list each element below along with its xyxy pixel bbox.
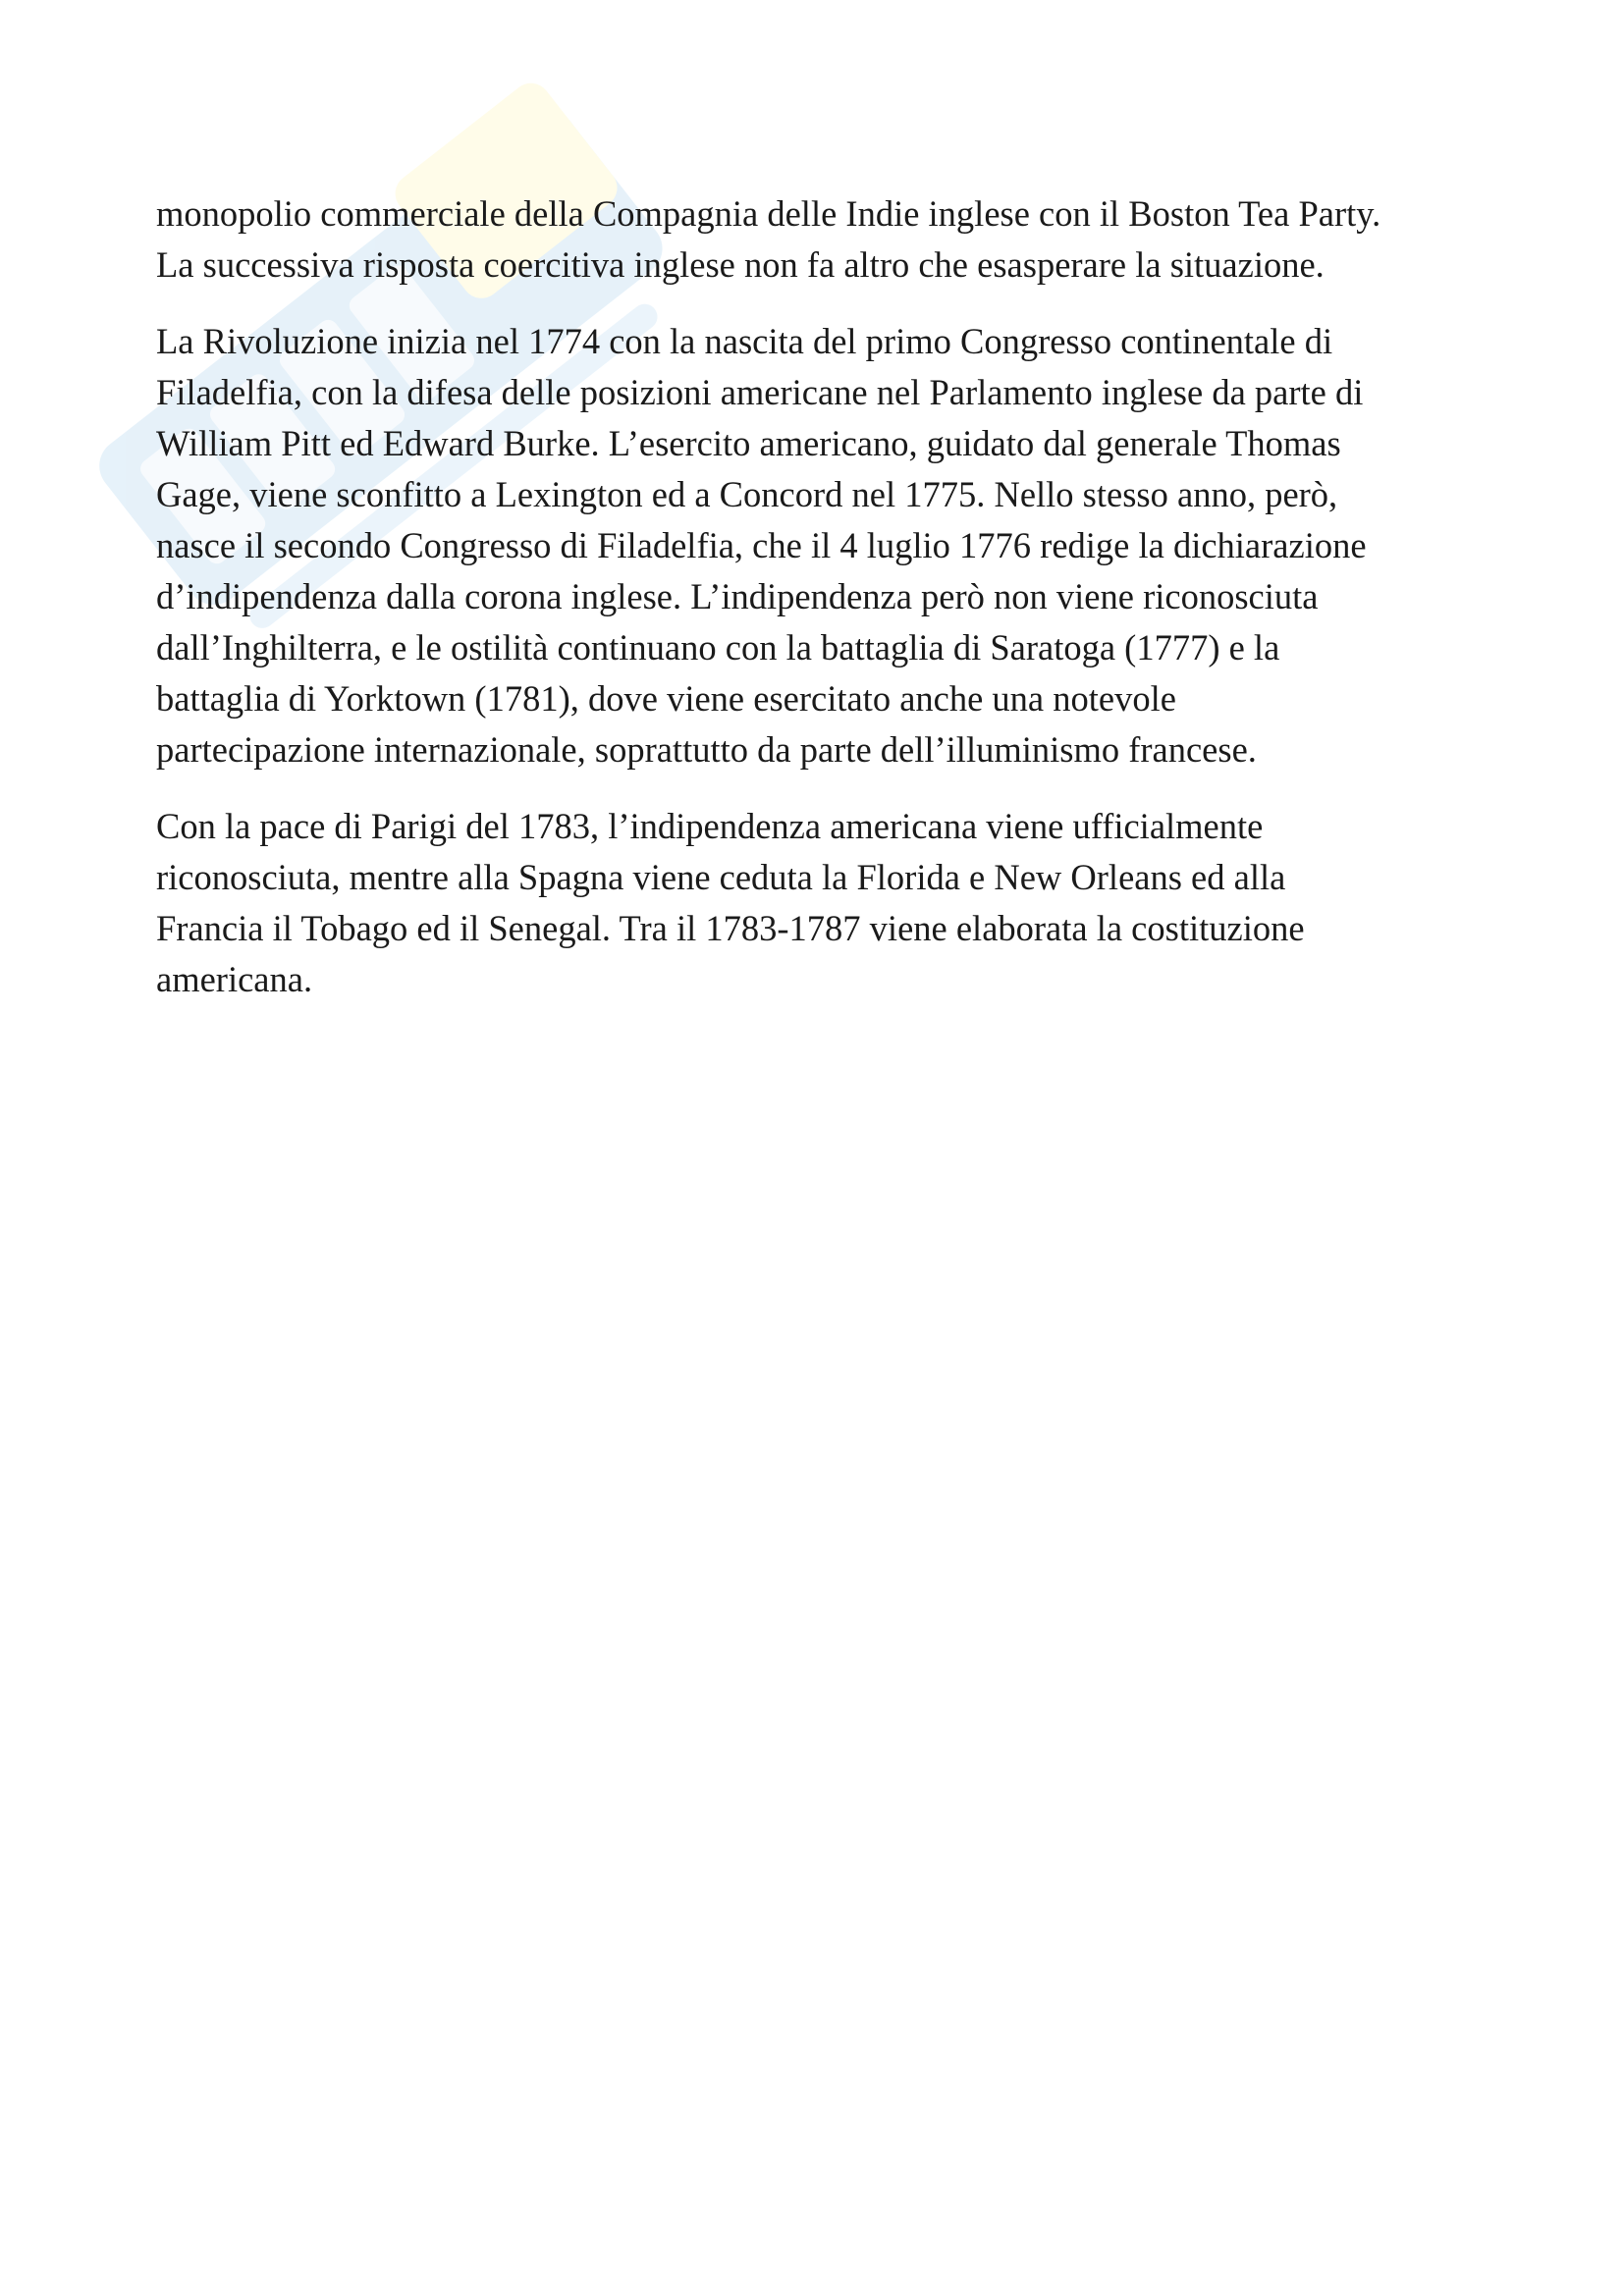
text-line: d’indipendenza dalla corona inglese. L’indipendenza però non viene riconosciuta (156, 576, 1319, 616)
paragraph (156, 316, 1472, 775)
text-line: americana. (156, 959, 313, 999)
text-line: Con la pace di Parigi del 1783, l’indipendenza americana viene ufficialmente (156, 806, 1264, 846)
text-line: La successiva risposta coercitiva inglese non fa altro che esasperare la situazione. (156, 244, 1325, 285)
text-line: William Pitt ed Edward Burke. L’esercito americano, guidato dal generale Thomas (156, 423, 1341, 463)
paragraph (156, 188, 1472, 291)
text-line: partecipazione internazionale, soprattutto da parte dell’illuminismo francese. (156, 729, 1257, 770)
document-body (156, 188, 1472, 1031)
text-line: riconosciuta, mentre alla Spagna viene ceduta la Florida e New Orleans ed alla (156, 857, 1286, 897)
text-line: Gage, viene sconfitto a Lexington ed a Concord nel 1775. Nello stesso anno, però, (156, 474, 1338, 514)
paragraph (156, 801, 1472, 1005)
text-line: monopolio commerciale della Compagnia delle Indie inglese con il Boston Tea Party. (156, 193, 1381, 234)
text-line: Filadelfia, con la difesa delle posizioni americane nel Parlamento inglese da parte di (156, 372, 1364, 412)
text-line: dall’Inghilterra, e le ostilità continuano con la battaglia di Saratoga (1777) e la (156, 627, 1280, 667)
text-line: nasce il secondo Congresso di Filadelfia, che il 4 luglio 1776 redige la dichiarazione (156, 525, 1367, 565)
text-line: battaglia di Yorktown (1781), dove viene esercitato anche una notevole (156, 678, 1176, 719)
text-line: La Rivoluzione inizia nel 1774 con la nascita del primo Congresso continentale di (156, 321, 1333, 361)
text-line: Francia il Tobago ed il Senegal. Tra il 1783-1787 viene elaborata la costituzione (156, 908, 1305, 948)
